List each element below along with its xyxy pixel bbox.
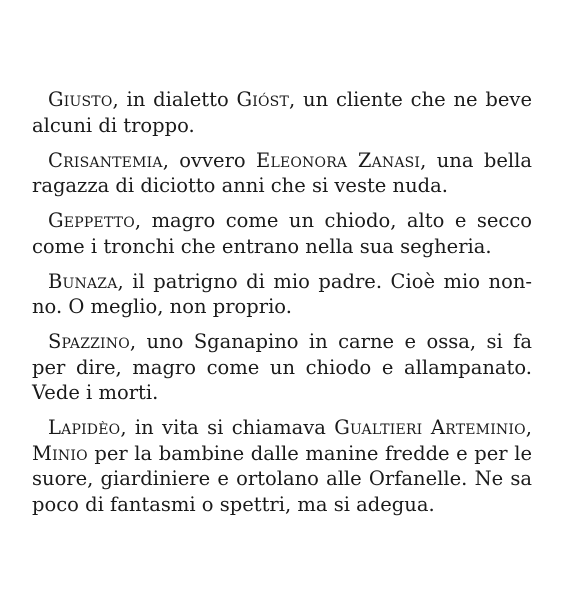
entry-text: , magro come un chiodo, alto e secco come i tronchi che entrano nella sua segheria. (32, 209, 532, 258)
entry-giusto (32, 87, 532, 138)
entry-text: , ovvero (162, 148, 257, 172)
entry-crisantemia (32, 148, 532, 199)
entry-text: , in vita si chiamava (120, 416, 335, 439)
entry-text: , (525, 416, 532, 439)
entry-text: , un cliente che ne beve alcuni di troppo. (32, 88, 532, 137)
entry-text: , il patrigno di mio padre. Cioè mio nonno. O meglio, non proprio. (32, 269, 532, 318)
character-name: Giusto (48, 88, 113, 111)
entry-text: , una bella ragazza di diciotto anni che si veste nuda. (32, 148, 532, 197)
character-name: Spazzino (48, 330, 130, 353)
character-name: Crisantemia (48, 148, 163, 172)
entry-lapideo (32, 415, 532, 517)
real-name: Eleonora Zanasi (256, 148, 421, 172)
entry-bunaza (32, 269, 532, 320)
entry-text: per la bambine dalle manine fredde e per le suore, giardiniere e ortolano alle Orfanelle. Ne sa poco di fantasmi o spettri, ma si adegua. (32, 441, 532, 516)
character-name: Lapidèo (48, 416, 121, 439)
nickname: Minio (32, 441, 88, 465)
dialect-name: Gióst (236, 88, 290, 111)
entry-spazzino (32, 329, 532, 406)
entry-text: , uno Sganapino in carne e ossa, si fa per dire, magro come un chiodo e allampanato. Vede i morti. (32, 330, 532, 404)
entry-text: , in dialetto (112, 88, 237, 111)
character-name: Bunaza (48, 269, 118, 293)
entry-geppetto (32, 208, 532, 259)
character-list (32, 87, 532, 527)
real-name: Gualtieri Arteminio (334, 416, 526, 439)
character-name: Geppetto (48, 209, 135, 232)
